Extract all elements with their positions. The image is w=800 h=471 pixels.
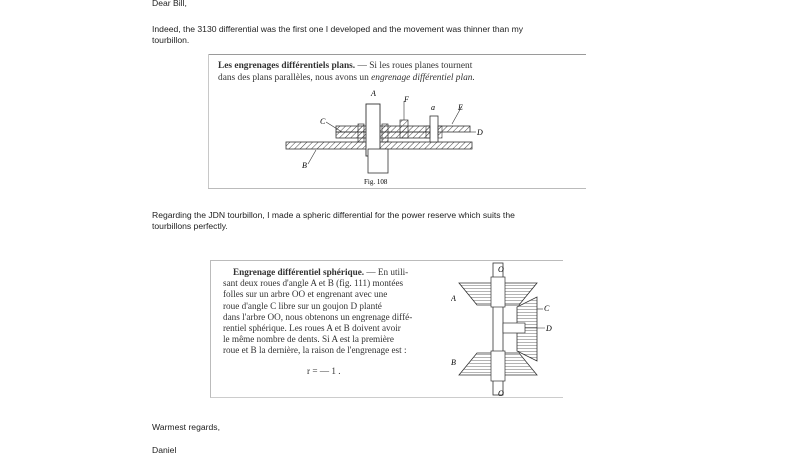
label-a: A bbox=[451, 294, 456, 303]
label-d: D bbox=[477, 128, 483, 137]
greeting: Dear Bill, bbox=[152, 0, 187, 8]
closing: Warmest regards, bbox=[152, 422, 220, 432]
fig-108-drawing bbox=[208, 54, 586, 189]
paragraph-2-line-2: tourbillons perfectly. bbox=[152, 221, 228, 231]
excerpt-spherical-line4: roue d'angle C libre sur un goujon D planté bbox=[223, 300, 382, 311]
paragraph-1-line-2: tourbillon. bbox=[152, 35, 190, 45]
fig-111-drawing bbox=[451, 261, 563, 397]
label-o-top: O bbox=[498, 265, 504, 274]
excerpt-spherical-differential bbox=[210, 260, 563, 398]
excerpt-spherical-text bbox=[223, 267, 445, 377]
excerpt-planar-line1: — Si les roues planes tournent bbox=[355, 61, 473, 71]
fig-108-caption: Fig. 108 bbox=[364, 178, 388, 186]
label-d: D bbox=[546, 324, 552, 333]
label-a: A bbox=[371, 89, 376, 98]
label-c: C bbox=[320, 117, 326, 126]
label-c: C bbox=[544, 304, 550, 313]
label-f: F bbox=[404, 95, 409, 104]
paragraph-2-line-1: Regarding the JDN tourbillon, I made a spheric differential for the power reserve which suits the bbox=[152, 210, 515, 220]
signature: Daniel bbox=[152, 445, 177, 455]
axle-a bbox=[366, 104, 380, 156]
label-a-small: a bbox=[431, 103, 435, 112]
excerpt-spherical-line2: sant deux roues d'angle A et B (fig. 111) montées bbox=[223, 278, 404, 289]
pin-a bbox=[430, 116, 438, 142]
pin-d bbox=[503, 323, 525, 333]
excerpt-spherical-line7: le même nombre de dents. Si A est la première bbox=[223, 334, 394, 345]
excerpt-spherical-formula: r = — 1 . bbox=[307, 365, 341, 376]
excerpt-spherical-line6: rentiel sphérique. Les roues A et B doivent avoir bbox=[223, 323, 401, 334]
excerpt-planar-line2: dans des plans parallèles, nous avons un bbox=[218, 73, 372, 83]
excerpt-spherical-line8: roue et B la dernière, la raison de l'engrenage est : bbox=[223, 345, 407, 356]
excerpt-spherical-line3: folles sur un arbre OO et engrenant avec une bbox=[223, 289, 388, 300]
label-b: B bbox=[451, 358, 456, 367]
excerpt-spherical-line1: — En utili- bbox=[364, 267, 409, 277]
label-o-bottom: O bbox=[498, 389, 504, 397]
label-b: B bbox=[302, 161, 307, 170]
excerpt-planar-heading: Les engrenages différentiels plans. bbox=[218, 61, 356, 71]
excerpt-spherical-line5: dans l'arbre OO, nous obtenons un engrenage diffé- bbox=[223, 311, 413, 322]
excerpt-spherical-heading: Engrenage différentiel sphérique. bbox=[233, 267, 365, 277]
label-e: E bbox=[458, 103, 463, 112]
excerpt-planar-differential bbox=[208, 54, 586, 189]
paragraph-1-line-1: Indeed, the 3130 differential was the first one I developed and the movement was thinner than my bbox=[152, 24, 524, 34]
excerpt-planar-line2-emphasis: engrenage différentiel plan. bbox=[371, 73, 475, 83]
